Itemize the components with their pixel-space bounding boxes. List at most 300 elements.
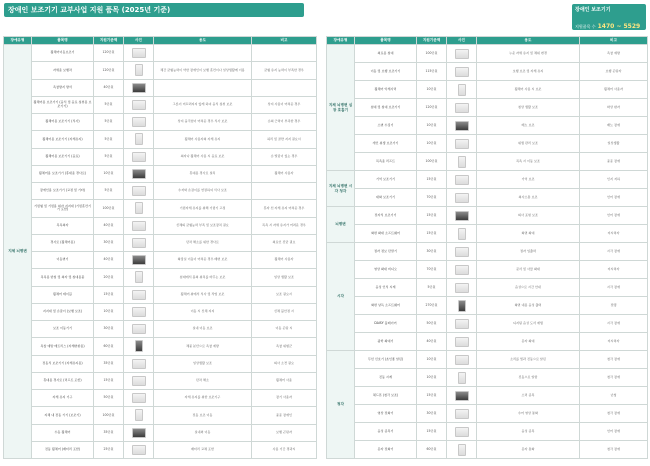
item-amount: 15만원: [417, 387, 447, 405]
item-name: 자세 유지 기구: [32, 390, 94, 407]
device-photo: [135, 64, 143, 76]
photo-cell: [124, 131, 154, 148]
table-row: [4, 269, 317, 286]
item-amount: 15만원: [94, 286, 124, 303]
item-amount: 5만원: [94, 114, 124, 131]
col-use: 용도: [477, 37, 580, 45]
table-row: [327, 333, 648, 351]
item-benefit: [252, 79, 317, 96]
item-amount: 30만원: [417, 405, 447, 423]
item-amount: 40만원: [94, 79, 124, 96]
device-photo: [132, 445, 146, 455]
item-name: 전자식 보조기기: [355, 207, 417, 225]
item-name: 대화 보조기기: [355, 189, 417, 207]
table-row: [327, 225, 648, 243]
photo-cell: [124, 165, 154, 182]
device-photo: [455, 265, 469, 275]
item-amount: 10만원: [417, 369, 447, 387]
item-benefit: 손 떨림이 있는 경우: [252, 148, 317, 165]
item-benefit: 휠체어 사용자: [252, 252, 317, 269]
item-amount: 120만원: [94, 45, 124, 62]
table-row: [4, 441, 317, 458]
device-photo: [132, 307, 146, 317]
item-benefit: 시각 장애: [580, 243, 648, 261]
photo-cell: [447, 297, 477, 315]
item-benefit: 휠체어 사용: [252, 372, 317, 389]
item-amount: 5만원: [94, 183, 124, 200]
item-use: 의사소통 보조: [477, 189, 580, 207]
col-category: 장애유형: [327, 37, 355, 45]
item-amount: 115만원: [417, 63, 447, 81]
category-cell: 시각: [327, 243, 355, 351]
table-row: [4, 183, 317, 200]
item-name: 목욕의자: [32, 217, 94, 234]
photo-cell: [124, 269, 154, 286]
table-row: [4, 424, 317, 441]
table-row: [327, 369, 648, 387]
device-photo: [455, 337, 469, 347]
item-amount: 70만원: [417, 189, 447, 207]
item-use: [154, 79, 252, 96]
col-benefit: 비고: [580, 37, 648, 45]
photo-cell: [447, 207, 477, 225]
item-name: 휠체어용 보조기기 (휴대용 경사로): [32, 165, 94, 182]
item-use: 기억 보조: [477, 171, 580, 189]
item-amount: 40만원: [417, 333, 447, 351]
table-row: [4, 79, 317, 96]
item-use: 전동 보조 이동: [154, 407, 252, 424]
item-use: 배뇨 보조: [477, 117, 580, 135]
device-photo: [455, 121, 469, 131]
item-use: 진동으로 알람: [477, 369, 580, 387]
item-benefit: 청각 장애: [580, 351, 648, 369]
table-row: [4, 390, 317, 407]
table-row: [4, 131, 317, 148]
table-row: [327, 315, 648, 333]
table-row: [4, 338, 317, 355]
photo-cell: [447, 441, 477, 459]
col-photo: 사진: [447, 37, 477, 45]
table-row: [4, 286, 317, 303]
item-name: 무선 신호기 (초인종 알림): [355, 351, 417, 369]
item-amount: 15만원: [417, 171, 447, 189]
item-name: 광학 확대기: [355, 333, 417, 351]
item-benefit: 일상생활: [580, 135, 648, 153]
device-photo: [455, 67, 469, 77]
photo-cell: [124, 372, 154, 389]
item-name: 기립형 및 기립용 의자 지지대 (기립훈련기기 포함): [32, 200, 94, 217]
item-benefit: 상지 사용이 어려운 경우: [252, 96, 317, 113]
photo-cell: [124, 234, 154, 251]
item-name: 침대 및 침대 보조기기: [355, 99, 417, 117]
device-photo: [458, 300, 466, 312]
device-photo: [455, 49, 469, 59]
item-benefit: 혼자 선 자세 유지 어려운 경우: [252, 200, 317, 217]
device-photo: [132, 169, 146, 179]
table-row: [4, 96, 317, 113]
right-support-table: [326, 36, 648, 459]
summary-banner: [572, 4, 646, 30]
device-photo: [135, 409, 143, 421]
item-amount: 10만원: [417, 135, 447, 153]
item-benefit: 난청: [580, 387, 648, 405]
photo-cell: [447, 315, 477, 333]
item-name: 지체 내 전동 기기 (보조기): [32, 407, 94, 424]
item-name: 이동변기: [32, 252, 94, 269]
device-photo: [455, 103, 469, 113]
item-use: 일상생활 보조: [154, 355, 252, 372]
item-name: 휠체어용 보조기기 (식사): [32, 114, 94, 131]
item-name: 휠체어용 보조기기 (자세유지): [32, 131, 94, 148]
item-name: DAISY 플레이어: [355, 315, 417, 333]
photo-cell: [447, 63, 477, 81]
item-benefit: 손의 근력이 부족한 경우: [252, 114, 317, 131]
table-row: [4, 217, 317, 234]
item-name: 목욕용 리프트: [355, 153, 417, 171]
table-row: [327, 387, 648, 405]
device-photo: [455, 283, 469, 293]
item-amount: 30만원: [417, 243, 447, 261]
item-use: 문서 및 사물 확대: [477, 261, 580, 279]
table-row: [327, 405, 648, 423]
table-row: [4, 407, 317, 424]
item-use: 의자나 휠체어 사용 시 음료 보조: [154, 148, 252, 165]
category-cell: 지체 뇌병변: [4, 45, 32, 459]
device-photo: [455, 139, 469, 149]
item-use: 단차 해소: [154, 372, 252, 389]
table-row: [4, 252, 317, 269]
item-benefit: 휠체어 사용자: [580, 81, 648, 99]
item-benefit: 이동 곤란 시: [252, 321, 317, 338]
item-use: 그릇이 미끄러지지 않게 하여 음식 섭취 보조: [154, 96, 252, 113]
photo-cell: [447, 135, 477, 153]
item-use: 음성으로 시간 안내: [477, 279, 580, 297]
item-amount: 270만원: [417, 297, 447, 315]
item-name: 음성 증폭기: [355, 423, 417, 441]
page-title-bar: [4, 3, 304, 17]
col-amount: 지원기준액: [417, 37, 447, 45]
item-name: 헤드폰 (청각 보조): [355, 387, 417, 405]
photo-cell: [447, 333, 477, 351]
item-benefit: 시각 장애: [580, 315, 648, 333]
item-amount: 5만원: [94, 131, 124, 148]
item-name: 휠체어 악세사리: [355, 81, 417, 99]
item-name: 휠체어용 보조기기 (음료): [32, 148, 94, 165]
item-use: 기립자세 유지를 위해 기립기 고정: [154, 200, 252, 217]
photo-cell: [124, 148, 154, 165]
item-benefit: 전맹: [580, 297, 648, 315]
item-amount: 100만원: [94, 407, 124, 424]
table-row: [4, 165, 317, 182]
item-amount: 60만원: [94, 338, 124, 355]
item-name: 장애인용 보조기기 (교정 및 기타): [32, 183, 94, 200]
device-photo: [135, 340, 143, 352]
item-name: 욕창 예방 매트리스 (자세변환용): [32, 338, 94, 355]
item-benefit: 의료인 진단 필요: [252, 234, 317, 251]
item-benefit: 청각 장애: [580, 369, 648, 387]
item-name: 욕창방지 방석: [32, 79, 94, 96]
item-amount: 10만원: [94, 303, 124, 320]
table-row: [327, 441, 648, 459]
device-photo: [458, 84, 466, 96]
item-use: 문자 통화: [477, 441, 580, 459]
item-amount: 40만원: [94, 252, 124, 269]
col-amount: 지원기준액: [94, 37, 124, 45]
table-row: [327, 297, 648, 315]
photo-cell: [124, 62, 154, 79]
item-name: 전동식 보조기기 (자세유지용): [32, 355, 94, 372]
item-amount: 30만원: [94, 234, 124, 251]
item-use: 휠체어 위에서 식사 및 작업 보조: [154, 286, 252, 303]
item-name: 화면 낭독 소프트웨어: [355, 297, 417, 315]
item-benefit: 일상 생활 보조: [252, 269, 317, 286]
table-row: [4, 234, 317, 251]
item-use: 소리 증폭: [477, 387, 580, 405]
device-photo: [455, 211, 469, 221]
item-amount: 120만원: [94, 62, 124, 79]
item-name: 화면 확대 소프트웨어: [355, 225, 417, 243]
device-photo: [455, 409, 469, 419]
item-use: 소리를 빛과 진동으로 알림: [477, 351, 580, 369]
item-name: 점자 정보 단말기: [355, 243, 417, 261]
item-use: 배터리 교체 포함: [154, 441, 252, 458]
photo-cell: [124, 441, 154, 458]
item-use: 체간 균형능력이 약한 장애인이 보행 훈련이나 일상생활에 이용: [154, 62, 252, 79]
item-benefit: 보조 필요시: [252, 286, 317, 303]
col-category: 장애유형: [4, 37, 32, 45]
item-use: 화면 확대: [477, 225, 580, 243]
photo-cell: [124, 252, 154, 269]
device-photo: [132, 186, 146, 196]
photo-cell: [124, 114, 154, 131]
item-benefit: 저시력자: [580, 261, 648, 279]
item-amount: 100만원: [94, 200, 124, 217]
item-name: 휠체어용 보조기기 (음식 및 음료 섭취용 보조기기): [32, 96, 94, 113]
item-benefit: 중증 장애인: [252, 407, 317, 424]
item-amount: 100만원: [417, 153, 447, 171]
item-name: 기억 보조기기: [355, 171, 417, 189]
device-photo: [132, 117, 146, 127]
table-row: [327, 153, 648, 171]
table-row: [327, 207, 648, 225]
item-name: 자세용 보행차: [32, 62, 94, 79]
item-amount: 10만원: [417, 117, 447, 135]
item-benefit: 언어 장애: [580, 207, 648, 225]
item-benefit: 저시력자: [580, 225, 648, 243]
item-benefit: 와상 환자: [580, 99, 648, 117]
photo-cell: [447, 369, 477, 387]
item-amount: 15만원: [417, 207, 447, 225]
item-benefit: [252, 45, 317, 62]
photo-cell: [124, 424, 154, 441]
item-use: 음성 증폭: [477, 423, 580, 441]
table-row: [4, 355, 317, 372]
item-use: 휴대용 경사로 설치: [154, 165, 252, 182]
col-item: 품목명: [355, 37, 417, 45]
device-photo: [132, 393, 146, 403]
photo-cell: [124, 303, 154, 320]
photo-cell: [124, 45, 154, 62]
category-cell: 뇌병변: [327, 207, 355, 243]
item-name: 이동 및 보행 보조기기: [355, 63, 417, 81]
photo-cell: [124, 183, 154, 200]
col-photo: 사진: [124, 37, 154, 45]
table-row: [327, 81, 648, 99]
photo-cell: [447, 45, 477, 63]
item-benefit: 의사 소견 필요: [252, 355, 317, 372]
device-photo: [455, 391, 469, 401]
device-photo: [132, 48, 146, 58]
table-row: [4, 303, 317, 320]
item-amount: 50만원: [417, 315, 447, 333]
device-photo: [135, 202, 143, 214]
item-name: 진동 시계: [355, 369, 417, 387]
item-use: 디지털 음성 도서 재생: [477, 315, 580, 333]
item-use: 이동 시 신체 지지: [154, 303, 252, 320]
item-amount: 30만원: [94, 321, 124, 338]
device-photo: [455, 427, 469, 437]
item-name: 휠체어 테이블: [32, 286, 94, 303]
item-benefit: 청각 장애: [580, 405, 648, 423]
device-photo: [455, 355, 469, 365]
photo-cell: [447, 81, 477, 99]
item-use: 상지 움직임이 어려운 경우 식사 보조: [154, 114, 252, 131]
table-row: [327, 63, 648, 81]
photo-cell: [124, 286, 154, 303]
col-benefit: 비고: [252, 37, 317, 45]
item-benefit: 휠체어 사용자: [252, 165, 317, 182]
device-photo: [458, 228, 466, 240]
left-table-header: [4, 37, 317, 45]
table-row: [4, 114, 317, 131]
table-row: [327, 243, 648, 261]
table-row: [4, 45, 317, 62]
table-row: [327, 261, 648, 279]
device-photo: [135, 271, 143, 283]
item-benefit: 배뇨 장애: [580, 117, 648, 135]
device-photo: [455, 193, 469, 203]
device-photo: [132, 238, 146, 248]
photo-cell: [124, 79, 154, 96]
item-amount: 5만원: [94, 148, 124, 165]
item-use: 휠체어 사용 시 보조: [477, 81, 580, 99]
photo-cell: [447, 153, 477, 171]
table-row: [4, 372, 317, 389]
item-use: 신체의 균형능력 부족 및 보조장치 필요: [154, 217, 252, 234]
item-amount: 15만원: [417, 423, 447, 441]
item-use: 누운 자세 유지 및 체위 변경: [477, 45, 580, 63]
device-photo: [132, 428, 146, 438]
device-photo: [132, 100, 146, 110]
photo-cell: [447, 387, 477, 405]
item-name: 음성 인식 시계: [355, 279, 417, 297]
table-row: [327, 189, 648, 207]
item-amount: 35만원: [94, 355, 124, 372]
table-row: [327, 99, 648, 117]
item-benefit: 언어 장애: [580, 423, 648, 441]
photo-cell: [447, 423, 477, 441]
right-table-header: [327, 37, 648, 45]
item-benefit: 목욕 시 자세 유지가 어려운 경우: [252, 217, 317, 234]
left-support-table: [3, 36, 317, 459]
photo-cell: [124, 407, 154, 424]
item-use: 수저와 손잡이를 연결하여 식사 보조: [154, 183, 252, 200]
table-row: [327, 45, 648, 63]
item-amount: 5만원: [94, 96, 124, 113]
item-benefit: 중증 장애: [580, 153, 648, 171]
page-title: 장애인 보조기기 교부사업 지원 품목 (2025년 기준): [8, 6, 171, 14]
item-name: 휴대용 경사로 (리프트 포함): [32, 372, 94, 389]
photo-cell: [447, 171, 477, 189]
item-benefit: 인지 저하: [580, 171, 648, 189]
item-name: 소변 수집기: [355, 117, 417, 135]
item-use: 위생 관리 보조: [477, 135, 580, 153]
device-photo: [455, 247, 469, 257]
photo-cell: [447, 243, 477, 261]
item-benefit: 욕창 예방: [580, 45, 648, 63]
photo-cell: [124, 321, 154, 338]
device-photo: [132, 359, 146, 369]
item-use: 자세 유지를 위한 보조기구: [154, 390, 252, 407]
item-amount: 60만원: [417, 441, 447, 459]
item-benefit: 저시력자: [580, 333, 648, 351]
item-use: 점자 입출력: [477, 243, 580, 261]
item-name: 전동 휠체어 (배터리 포함): [32, 441, 94, 458]
item-amount: 5만원: [417, 279, 447, 297]
item-amount: 10만원: [94, 165, 124, 182]
device-photo: [132, 83, 146, 93]
item-benefit: [252, 183, 317, 200]
photo-cell: [447, 279, 477, 297]
device-photo: [132, 152, 146, 162]
item-use: 목욕 시 이동 보조: [477, 153, 580, 171]
device-photo: [132, 221, 146, 231]
photo-cell: [124, 390, 154, 407]
item-benefit: 장기 사용자: [252, 390, 317, 407]
item-name: 영상 확대 비디오: [355, 261, 417, 279]
photo-cell: [447, 99, 477, 117]
item-name: 경사로 (휠체어용): [32, 234, 94, 251]
table-row: [327, 171, 648, 189]
item-benefit: 시각 장애: [580, 279, 648, 297]
item-use: 화면 내용 음성 출력: [477, 297, 580, 315]
device-photo: [455, 319, 469, 329]
item-benefit: 균형 유지 능력이 부족한 경우: [252, 62, 317, 79]
photo-cell: [124, 217, 154, 234]
table-row: [327, 279, 648, 297]
col-item: 품목명: [32, 37, 94, 45]
item-use: 침상 생활 보조: [477, 99, 580, 117]
table-row: [327, 423, 648, 441]
banner-title: 장애인 보조기기: [575, 7, 611, 13]
item-use: 단차 해소를 위한 경사로: [154, 234, 252, 251]
banner-label: 지원품목 수: [575, 24, 596, 29]
item-use: [154, 45, 252, 62]
item-benefit: 사용 기간 경과시: [252, 441, 317, 458]
item-benefit: 보행 곤란자: [580, 63, 648, 81]
item-name: 의료용 침대: [355, 45, 417, 63]
device-photo: [132, 290, 146, 300]
item-amount: 15만원: [417, 225, 447, 243]
item-amount: 40만원: [94, 217, 124, 234]
item-use: 보행 보조 및 자세 유지: [477, 63, 580, 81]
item-use: 의사 표현 보조: [477, 207, 580, 225]
item-benefit: 허리 및 골반 지지 필요시: [252, 131, 317, 148]
device-photo: [132, 376, 146, 386]
photo-cell: [447, 261, 477, 279]
table-row: [327, 117, 648, 135]
item-amount: 10만원: [417, 81, 447, 99]
